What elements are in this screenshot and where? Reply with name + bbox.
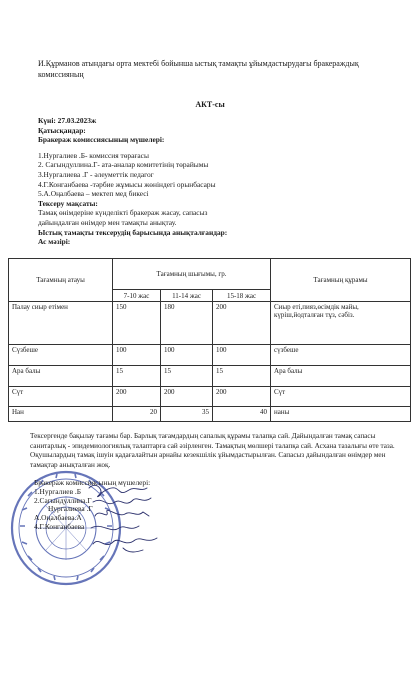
dish-name: Ара балы [9,366,113,387]
col-header-name: Тағамның атауы [9,259,113,302]
act-date: Күні: 27.03.2023ж [38,116,97,125]
col-header-composition: Тағамның құрамы [271,259,411,302]
dish-composition: Сиыр еті,пияз,өсімдік майы, күріш,йодталған тұз, сәбіз. [271,302,411,345]
signers-block [34,479,150,532]
member-item: 1.Нургалиев .Б- комиссия төрағасы [38,150,149,160]
table-row [9,302,411,345]
commission-label: Бракераж комиссиясының мүшелері: [38,135,165,145]
table-row [9,407,411,422]
yield-value: 20 [113,407,161,422]
yield-value: 100 [113,345,161,366]
signer-name: 2.Сагындуллина.Г [34,495,92,505]
age-group: 15-18 жас [213,290,271,302]
yield-value: 35 [161,407,213,422]
signer-name: 4.Г.Конганбаева [34,521,85,531]
yield-value: 100 [161,345,213,366]
dish-composition: наны [271,407,411,422]
yield-value: 200 [113,387,161,407]
yield-value: 15 [113,366,161,387]
member-item: 5.А.Оңалбаева – мектеп мед бикесі [38,189,149,199]
member-item: 3.Нургалиева .Г - әлеуметтік педагог [38,169,154,179]
dish-composition: Сүт [271,387,411,407]
signer-name: 1.Нургалиев .Б [34,486,81,496]
signers-label: Бракераж комиссиясының мүшелері: [34,478,151,487]
member-item: 2. Сагындуллина.Г- ата-аналар комитетінің төрайымы [38,160,209,170]
dish-name: Сүзбеше [9,345,113,366]
yield-value: 200 [213,302,271,345]
dish-name: Сүт [9,387,113,407]
yield-value: 150 [113,302,161,345]
yield-value: 15 [161,366,213,387]
participants-label: Қатысқандар: [38,125,86,135]
purpose-text: Тамақ өнімдеріне күнделікті бракераж жасау, сапасыз [38,208,208,218]
dish-composition: Ара балы [271,366,411,387]
conclusion-text: Тексергенде бақылау тағамы бар. Барлық тағамдардың сапалық құрамы талапқа сай. Дайындалған тамақ сапасы санитарлық - эпидемиологиялық талаптарға сай әзірленген. Тамақтың мөлшері талапқа сай. Асхана тазалығы өте таза. Оқушылардың тамақ ішуін қадағалайтын арнайы кезекшілік ұйымдастырылған. Сапасыз дайындалған өнімдер мен тамақтар анықталған жоқ. [30,432,395,469]
col-header-yield: Тағамның шығымы, гр. [113,259,271,290]
act-title: АКТ-сы [195,100,225,109]
table-header-row [9,259,411,290]
dish-name: Палау сиыр етімен [9,302,113,345]
menu-table [8,258,411,422]
findings-label: Ыстық тамақты тексерудің барысында анықталғандар: [38,227,228,237]
table-row [9,366,411,387]
menu-label: Ас мәзірі: [38,237,71,247]
member-item: 4.Г.Конганбаева -тәрбие жұмысы жөніндегі орынбасары [38,179,216,189]
yield-value: 180 [161,302,213,345]
table-row [9,387,411,407]
yield-value: 200 [213,387,271,407]
yield-value: 200 [161,387,213,407]
yield-value: 15 [213,366,271,387]
age-group: 7-10 жас [113,290,161,302]
table-row [9,345,411,366]
dish-composition: сүзбеше [271,345,411,366]
yield-value: 100 [213,345,271,366]
signer-name: А.Оңалбаева.А [34,513,82,523]
act-info [38,116,398,247]
age-group: 11-14 жас [161,290,213,302]
signer-name: Нургалиева .Г [48,504,93,514]
purpose-text: дайындалған өнімдер мен тамақты анықтау. [38,217,177,227]
dish-name: Нан [9,407,113,422]
yield-value: 40 [213,407,271,422]
purpose-label: Тексеру мақсаты: [38,198,98,208]
document-heading: И.Құрманов атындағы орта мектебі бойынша ыстық тамақты ұйымдастырудағы бракераждық комиссияның [38,59,359,79]
